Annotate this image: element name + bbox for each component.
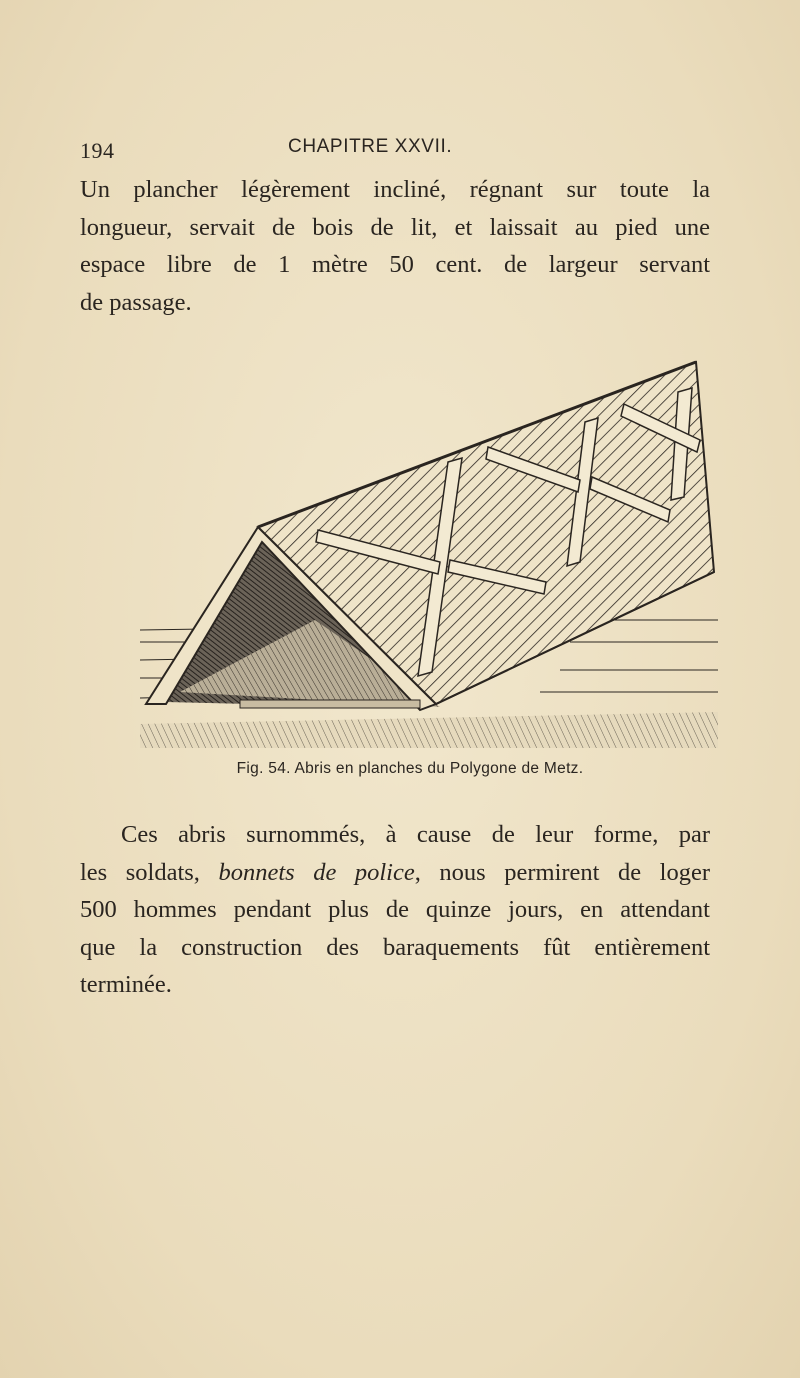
text-line: longueur, servait de bois de lit, et laissait au pied une <box>80 213 710 241</box>
text-line: terminée. <box>80 971 172 998</box>
text-line: 500 hommes pendant plus de quinze jours, en attendant <box>80 896 710 923</box>
text-line <box>80 854 710 892</box>
shelter-illustration <box>140 352 718 748</box>
text-line: Un plancher légèrement incliné, régnant sur toute la <box>80 176 710 203</box>
text-line: Ces abris surnommés, à cause de leur forme, par <box>121 821 710 848</box>
italic-term: bonnets de police <box>218 858 415 886</box>
base-sill <box>240 700 420 708</box>
text-line: de passage. <box>80 288 192 316</box>
text-line: que la construction des baraquements fût entièrement <box>80 933 710 961</box>
page-number: 194 <box>80 138 115 163</box>
paragraph-intro <box>80 171 710 321</box>
chapter-title: CHAPITRE XXVII. <box>288 136 453 157</box>
paragraph-bonnets <box>80 816 710 1004</box>
text-line: espace libre de 1 mètre 50 cent. de largeur servant <box>80 251 710 278</box>
text-fragment: les soldats, <box>80 858 219 886</box>
running-header <box>80 136 720 172</box>
text-fragment: , nous permirent de loger <box>414 858 710 886</box>
figure-caption: Fig. 54. Abris en planches du Polygone de Metz. <box>236 760 584 777</box>
